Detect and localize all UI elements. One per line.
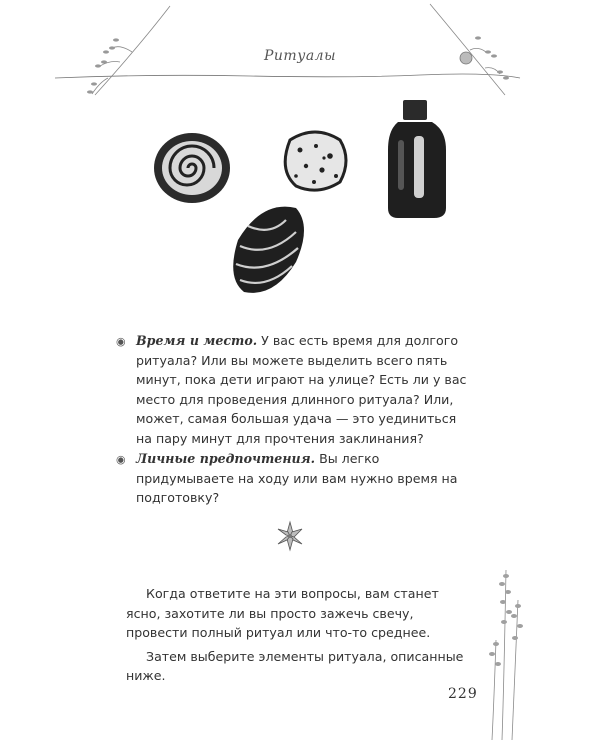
star-anise-illustration <box>278 522 302 550</box>
bullet-personal-preferences <box>116 449 476 508</box>
header-divider <box>55 74 520 78</box>
bullet-marker-icon: ◉ <box>116 335 126 348</box>
paragraph: Затем выберите элементы ритуала, описанные ниже. <box>126 648 464 683</box>
bottle-illustration <box>388 100 446 218</box>
closing-text <box>126 584 476 686</box>
bullet-marker-icon: ◉ <box>116 453 126 466</box>
paragraph: Когда ответите на эти вопросы, вам станет ясно, захотите ли вы просто зажечь свечу, провести полный ритуал или что-то среднее. <box>126 586 439 640</box>
striped-stone-illustration <box>233 207 304 293</box>
bullet-text: Вы легко придумываете на ходу или вам нужно время на подготовку? <box>136 451 458 505</box>
page-number: 229 <box>448 686 478 702</box>
bullet-term: Время и место. <box>136 333 258 348</box>
snail-shell-illustration <box>154 133 230 203</box>
lavender-sprig-right <box>489 570 523 740</box>
bullet-time-and-place <box>116 331 476 448</box>
bullet-term: Личные предпочтения. <box>136 451 316 466</box>
spotted-stone-illustration <box>285 132 346 190</box>
chapter-title: Ритуалы <box>264 48 336 64</box>
bullet-text: У вас есть время для долгого ритуала? Или вы можете выделить всего пять минут, пока дети играют на улице? Есть ли у вас место для проведения длинного ритуала? Или, может, самая большая удача — это уединиться на пару минут для прочтения заклинания? <box>136 333 467 446</box>
